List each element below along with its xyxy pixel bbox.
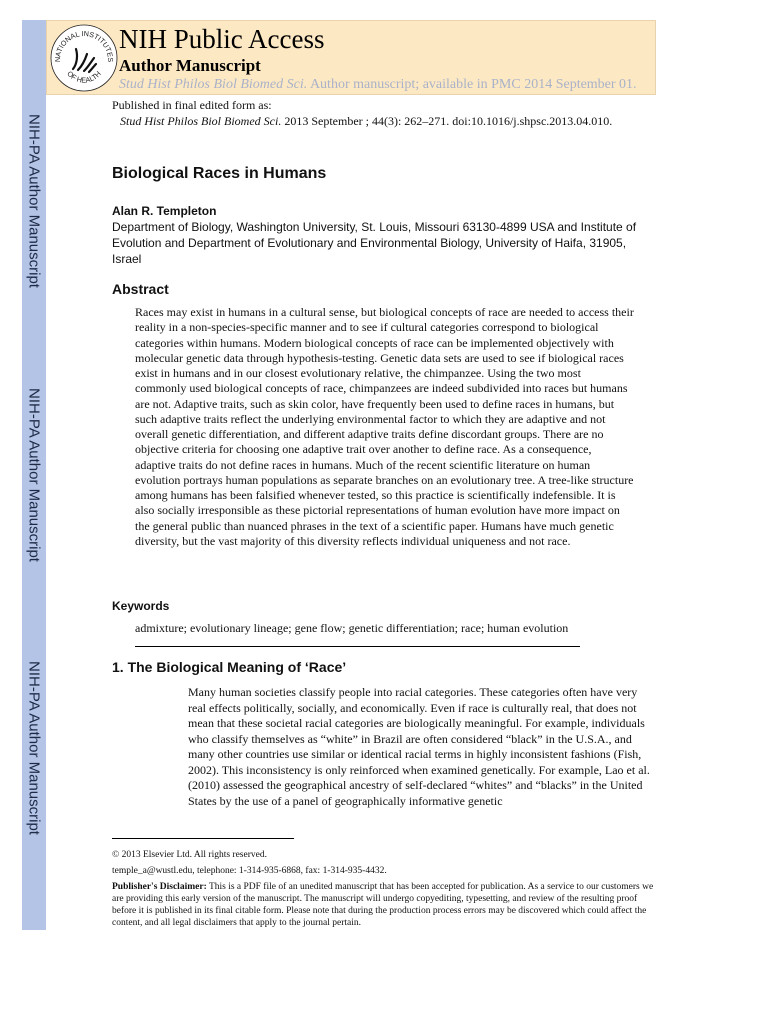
disclaimer-text: This is a PDF file of an unedited manuscript that has been accepted for publication. As a service to our customers we are providing this early version of the manuscript. The manuscript will undergo copyediting, typesetting, and review of the resulting proof before it is published in its final citable form. Please note that during the production process errors may be discovered which could affect the content, and all legal disclaimers that apply to the journal pertain. [112, 882, 654, 928]
section-divider [135, 646, 580, 647]
keywords-text: admixture; evolutionary lineage; gene flow; genetic differentiation; race; human evolution [135, 621, 569, 635]
published-label: Published in final edited form as: [112, 98, 272, 112]
journal-abbrev: Stud Hist Philos Biol Biomed Sci. [119, 77, 308, 92]
author-name: Alan R. Templeton [112, 204, 217, 218]
publisher-disclaimer [112, 881, 657, 929]
author-affiliation: Department of Biology, Washington University, St. Louis, Missouri 63130-4899 USA and Institute of Evolution and Department of Evolutionary and Environmental Biology, University of Haifa, 31905, Israel [112, 220, 637, 266]
seal-top-text: NATIONAL INSTITUTES [52, 28, 116, 63]
nih-header-banner [46, 20, 656, 95]
seal-bottom-text: OF HEALTH [65, 69, 103, 85]
nih-seal-logo [49, 23, 119, 93]
abstract-heading: Abstract [112, 281, 169, 297]
published-citation [120, 114, 612, 129]
abstract-text: Races may exist in humans in a cultural sense, but biological concepts of race are needed to access their reality in a non-species-specific manner and to see if cultural categories correspond to biological categories within humans. Modern biological concepts of race can be implemented objectively with molecular genetic data through hypothesis-testing. Genetic data sets are used to see if biological races exist in humans and in our closest evolutionary relative, the chimpanzee. Using the two most commonly used biological concepts of race, chimpanzees are indeed subdivided into races but humans are not. Adaptive traits, such as skin color, have frequently been used to define races in humans, but such adaptive traits reflect the underlying environmental factor to which they are adaptive and not overall genetic differentiation, and different adaptive traits define discordant groups. There are no objective criteria for choosing one adaptive trait over another to define race. As a consequence, adaptive traits do not define races in humans. Much of the recent scientific literature on human evolution portrays human populations as separate branches on an evolutionary tree. A tree-like structure among humans has been falsified whenever tested, so this practice is scientifically indefensible. It is also socially irresponsible as these pictorial representations of human evolution have more impact on the general public than nuanced phrases in the text of a scientific paper. Humans have much genetic diversity, but the vast majority of this diversity reflects individual uniqueness and not race. [135, 305, 634, 548]
disclaimer-label: Publisher's Disclaimer: [112, 882, 207, 892]
availability-note: Author manuscript; available in PMC 2014 September 01. [307, 77, 637, 92]
citation-details: 2013 September ; 44(3): 262–271. doi:10.1016/j.shpsc.2013.04.010. [281, 114, 613, 128]
header-subtitle: Author Manuscript [119, 56, 261, 75]
nih-pa-sidebar: NIH-PA Author Manuscript NIH-PA Author Manuscript NIH-PA Author Manuscript [22, 20, 46, 930]
keywords-heading: Keywords [112, 599, 170, 613]
copyright-notice: © 2013 Elsevier Ltd. All rights reserved. [112, 850, 267, 860]
journal-abbrev: Stud Hist Philos Biol Biomed Sci. [120, 114, 282, 128]
footnote-divider [112, 838, 294, 839]
header-citation [119, 77, 637, 93]
section-heading: 1. The Biological Meaning of ‘Race’ [112, 659, 347, 675]
header-title: NIH Public Access [119, 24, 325, 54]
author-contact: temple_a@wustl.edu, telephone: 1-314-935-6868, fax: 1-314-935-4432. [112, 866, 387, 876]
section-body-text: Many human societies classify people into racial categories. These categories often have very real effects politically, socially, and economically. Even if race is culturally real, that does not mean that these societal racial categories are biologically meaningful. For example, individuals who classify themselves as “white” in Brazil are often considered “black” in the U.S.A., and many other countries use similar or identical racial terms in highly inconsistent fashions (Fish, 2002). This inconsistency is only reinforced when examined genetically. For example, Lao et al. (2010) assessed the geographical ancestry of self-declared “whites” and “blacks” in the United States by the use of a panel of geographically informative genetic [188, 685, 650, 808]
paper-title: Biological Races in Humans [112, 165, 327, 182]
